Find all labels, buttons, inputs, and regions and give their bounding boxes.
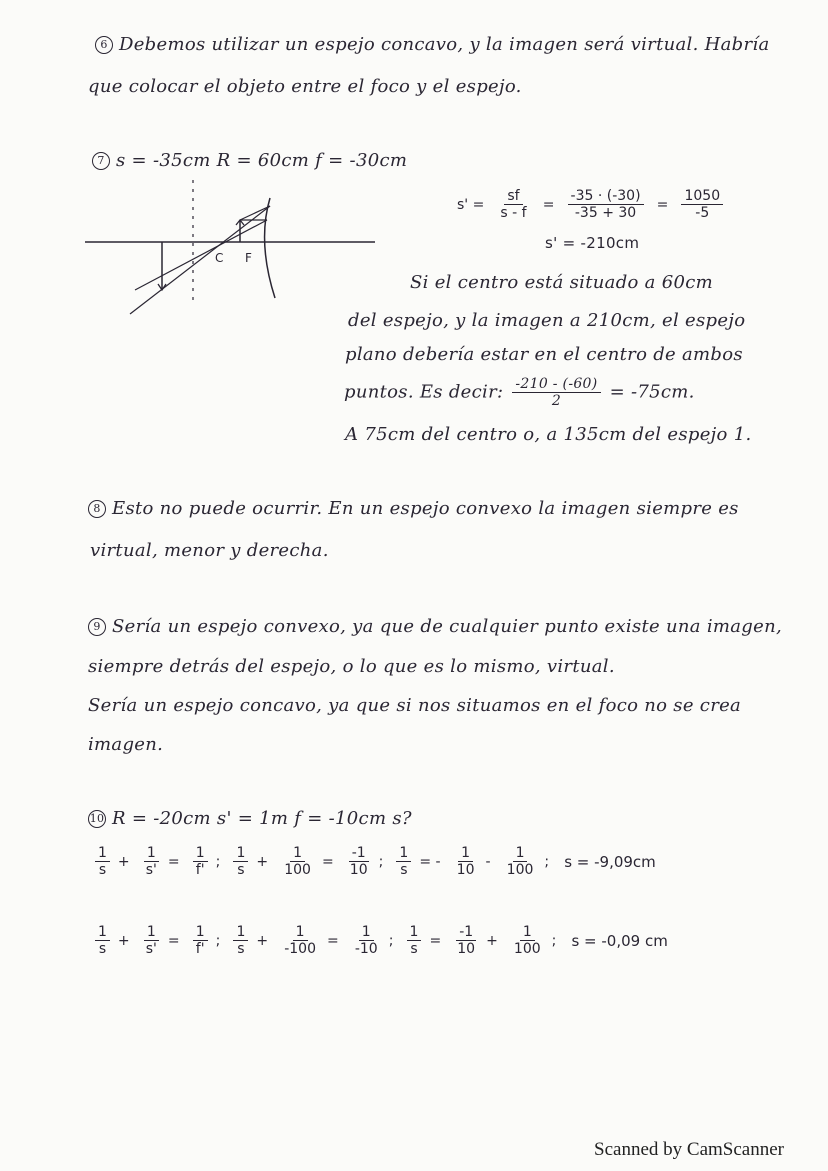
q10-equation-row-2 xyxy=(92,924,673,957)
q9-line-4: imagen. xyxy=(88,734,164,755)
r1-e-den: 100 xyxy=(284,862,311,878)
q7-eq-1: = xyxy=(542,196,555,213)
r1-minus: - xyxy=(485,853,491,870)
r2-sep-3: ; xyxy=(551,932,557,949)
r1-i-den: 100 xyxy=(506,862,534,878)
r2-sep-2: ; xyxy=(388,932,394,949)
r2-c-den: f' xyxy=(195,941,205,957)
q9-line-3: Sería un espejo concavo, ya que si nos situamos en el foco no se crea xyxy=(88,695,742,716)
r2-eq-2: = xyxy=(327,932,339,949)
r2-c-num: 1 xyxy=(193,924,208,941)
r2-f-num: 1 xyxy=(359,924,374,941)
r2-h-num: -1 xyxy=(456,924,476,941)
r2-d-den: s xyxy=(237,941,245,957)
q9-text-1: Sería un espejo convexo, ya que de cualquier punto existe una imagen, xyxy=(112,616,782,637)
r1-eq-2: = xyxy=(321,853,334,870)
q7-text-3: plano debería estar en el centro de ambos xyxy=(345,344,743,365)
r1-b-den: s' xyxy=(145,862,157,878)
q7-text-4 xyxy=(344,376,695,409)
r1-eq-1: = xyxy=(167,853,180,870)
q10-equation-row-1 xyxy=(92,845,661,878)
r1-i-num: 1 xyxy=(513,845,528,862)
r1-a-den: s xyxy=(98,862,107,878)
r2-b-num: 1 xyxy=(144,924,159,941)
q7-fraction-3 xyxy=(681,188,723,221)
r1-h-den: 10 xyxy=(456,862,475,878)
q6-number: 6 xyxy=(95,36,113,54)
r1-d-num: 1 xyxy=(233,845,248,862)
q7-text-1: Si el centro está situado a 60cm xyxy=(410,272,713,293)
q8-text-1: Esto no puede ocurrir. En un espejo convexo la imagen siempre es xyxy=(112,498,739,519)
q7-fraction-2-num: -35 · (-30) xyxy=(568,188,644,205)
q7-given xyxy=(92,150,407,171)
r2-a-den: s xyxy=(98,941,107,957)
r2-f-den: -10 xyxy=(354,941,378,957)
q7-text-4-num: -210 - (-60) xyxy=(512,376,600,393)
r2-a-num: 1 xyxy=(95,924,110,941)
r2-result: s = -0,09 cm xyxy=(571,931,668,950)
center-label: C xyxy=(215,251,224,265)
r1-f-num: -1 xyxy=(349,845,369,862)
q7-fraction-3-num: 1050 xyxy=(681,188,723,205)
q10-number: 10 xyxy=(88,810,106,828)
r1-c-num: 1 xyxy=(193,845,208,862)
q8-number: 8 xyxy=(88,500,106,518)
r2-plus-2: + xyxy=(256,932,269,949)
q7-lhs: s' = xyxy=(457,196,485,213)
r2-g-num: 1 xyxy=(407,924,422,941)
r1-plus-1: + xyxy=(117,853,130,870)
q7-fraction-2-den: -35 + 30 xyxy=(574,205,637,221)
q9-number: 9 xyxy=(88,618,106,636)
r1-g-den: s xyxy=(400,862,408,878)
r1-c-den: f' xyxy=(195,862,205,878)
q7-fraction-2 xyxy=(568,188,644,221)
r2-i-den: 100 xyxy=(513,941,541,957)
r1-sep-2: ; xyxy=(378,853,384,870)
r1-a-num: 1 xyxy=(95,845,110,862)
r1-b-num: 1 xyxy=(144,845,159,862)
r1-eq-3: = - xyxy=(419,853,441,870)
r2-e-den: -100 xyxy=(284,941,316,957)
q8-line-1 xyxy=(88,498,739,519)
r2-b-den: s' xyxy=(145,941,157,957)
r2-h-den: 10 xyxy=(457,941,476,957)
mirror-ray-diagram xyxy=(85,180,385,320)
scanner-watermark: Scanned by CamScanner xyxy=(594,1139,784,1160)
q7-fraction-1-num: sf xyxy=(504,188,522,205)
q7-given-values: s = -35cm R = 60cm f = -30cm xyxy=(116,150,408,171)
r2-plus-3: + xyxy=(486,932,498,949)
q7-formula xyxy=(452,188,726,221)
q6-line-2: que colocar el objeto entre el foco y el espejo. xyxy=(88,76,522,97)
focus-label: F xyxy=(245,251,252,265)
r1-f-den: 10 xyxy=(349,862,368,878)
r1-sep-1: ; xyxy=(215,853,221,870)
q7-text-2: del espejo, y la imagen a 210cm, el espejo xyxy=(348,310,746,331)
r2-plus-1: + xyxy=(117,932,130,949)
q7-result: s' = -210cm xyxy=(545,234,640,252)
r2-eq-3: = xyxy=(429,932,442,949)
q10-given xyxy=(88,808,412,829)
q6-text-1: Debemos utilizar un espejo concavo, y la imagen será virtual. Habría xyxy=(119,34,770,55)
r2-e-num: 1 xyxy=(293,924,308,941)
r2-i-num: 1 xyxy=(520,924,535,941)
q7-text-4-fraction xyxy=(512,376,600,409)
r2-d-num: 1 xyxy=(233,924,248,941)
q9-line-2: siempre detrás del espejo, o lo que es lo mismo, virtual. xyxy=(88,656,615,677)
r1-e-num: 1 xyxy=(290,845,305,862)
q7-fraction-1-den: s - f xyxy=(500,205,527,221)
q7-fraction-1 xyxy=(497,188,529,221)
r1-plus-2: + xyxy=(256,853,269,870)
r1-result: s = -9,09cm xyxy=(564,852,656,871)
r1-d-den: s xyxy=(237,862,245,878)
q7-text-4-post: = -75cm. xyxy=(609,381,695,403)
q8-line-2: virtual, menor y derecha. xyxy=(90,540,329,561)
q10-given-values: R = -20cm s' = 1m f = -10cm s? xyxy=(112,808,412,829)
q7-text-4-pre: puntos. Es decir: xyxy=(344,381,504,403)
q7-eq-2: = xyxy=(656,196,669,213)
r1-sep-3: ; xyxy=(544,853,550,870)
q7-number: 7 xyxy=(92,152,110,170)
r1-g-num: 1 xyxy=(396,845,411,862)
concave-mirror xyxy=(265,198,275,298)
r2-sep-1: ; xyxy=(215,932,221,949)
q7-fraction-3-den: -5 xyxy=(695,205,710,221)
r1-h-num: 1 xyxy=(458,845,473,862)
r2-g-den: s xyxy=(410,941,418,957)
q7-text-5: A 75cm del centro o, a 135cm del espejo 1. xyxy=(345,424,752,445)
q6-line-1 xyxy=(95,34,769,55)
q9-line-1 xyxy=(88,616,782,637)
r2-eq-1: = xyxy=(167,932,180,949)
q7-text-4-den: 2 xyxy=(551,393,562,409)
